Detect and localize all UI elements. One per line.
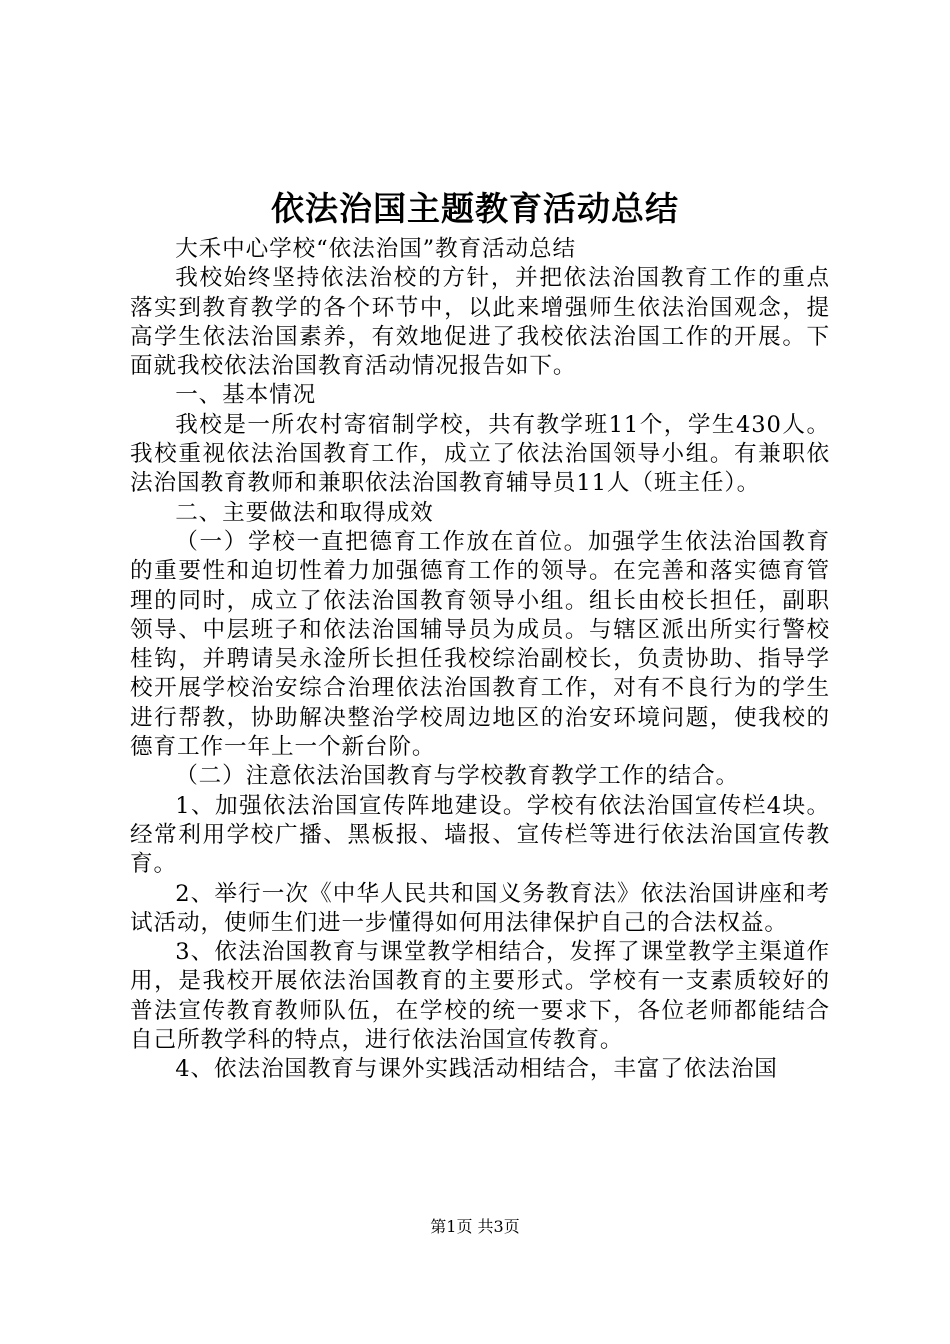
- paragraph-moral-education: （一）学校一直把德育工作放在首位。加强学生依法治国教育的重要性和迫切性着力加强德育工作的领导。在完善和落实德育管理的同时，成立了依法治国教育领导小组。组长由校长担任，副职领导、中层班子和依法治国辅导员为成员。与辖区派出所实行警校桂钩，并聘请吴永淦所长担任我校综治副校长，负责协助、指导学校开展学校治安综合治理依法治国教育工作，对有不良行为的学生进行帮教，协助解决整治学校周边地区的治安环境问题，使我校的德育工作一年上一个新台阶。: [130, 528, 830, 761]
- document-title: 依法治国主题教育活动总结: [271, 189, 679, 228]
- paragraph-item-4: 4、依法治国教育与课外实践活动相结合，丰富了依法治国: [175, 1056, 778, 1083]
- paragraph-item-2: 2、举行一次《中华人民共和国义务教育法》依法治国讲座和考试活动，使师生们进一步懂得如何用法律保护自己的合法权益。: [130, 880, 830, 936]
- paragraph-subtitle: 大禾中心学校“依法治国”教育活动总结: [175, 236, 576, 262]
- paragraph-basic-situation: 我校是一所农村寄宿制学校，共有教学班11个，学生430人。我校重视依法治国教育工作，成立了依法治国领导小组。有兼职依法治国教育教师和兼职依法治国教育辅导员11人（班主任）。: [130, 411, 830, 497]
- heading-integration: （二）注意依法治国教育与学校教育教学工作的结合。: [175, 763, 740, 790]
- paragraph-item-1: 1、加强依法治国宣传阵地建设。学校有依法治国宣传栏4块。经常利用学校广播、黑板报、墙报、宣传栏等进行依法治国宣传教育。: [130, 792, 830, 878]
- heading-basic-situation: 一、基本情况: [175, 382, 317, 409]
- paragraph-item-3: 3、依法治国教育与课堂教学相结合，发挥了课堂教学主渠道作用，是我校开展依法治国教育的主要形式。学校有一支素质较好的普法宣传教育教师队伍，在学校的统一要求下，各位老师都能结合自己所教学科的特点，进行依法治国宣传教育。: [130, 939, 830, 1054]
- document-body: [130, 235, 830, 1085]
- heading-main-practices: 二、主要做法和取得成效: [175, 499, 434, 526]
- page-number-footer: 第1页 共3页: [430, 1217, 520, 1236]
- paragraph-intro: 我校始终坚持依法治校的方针，并把依法治国教育工作的重点落实到教育教学的各个环节中，以此来增强师生依法治国观念，提高学生依法治国素养，有效地促进了我校依法治国工作的开展。下面就我校依法治国教育活动情况报告如下。: [130, 265, 830, 380]
